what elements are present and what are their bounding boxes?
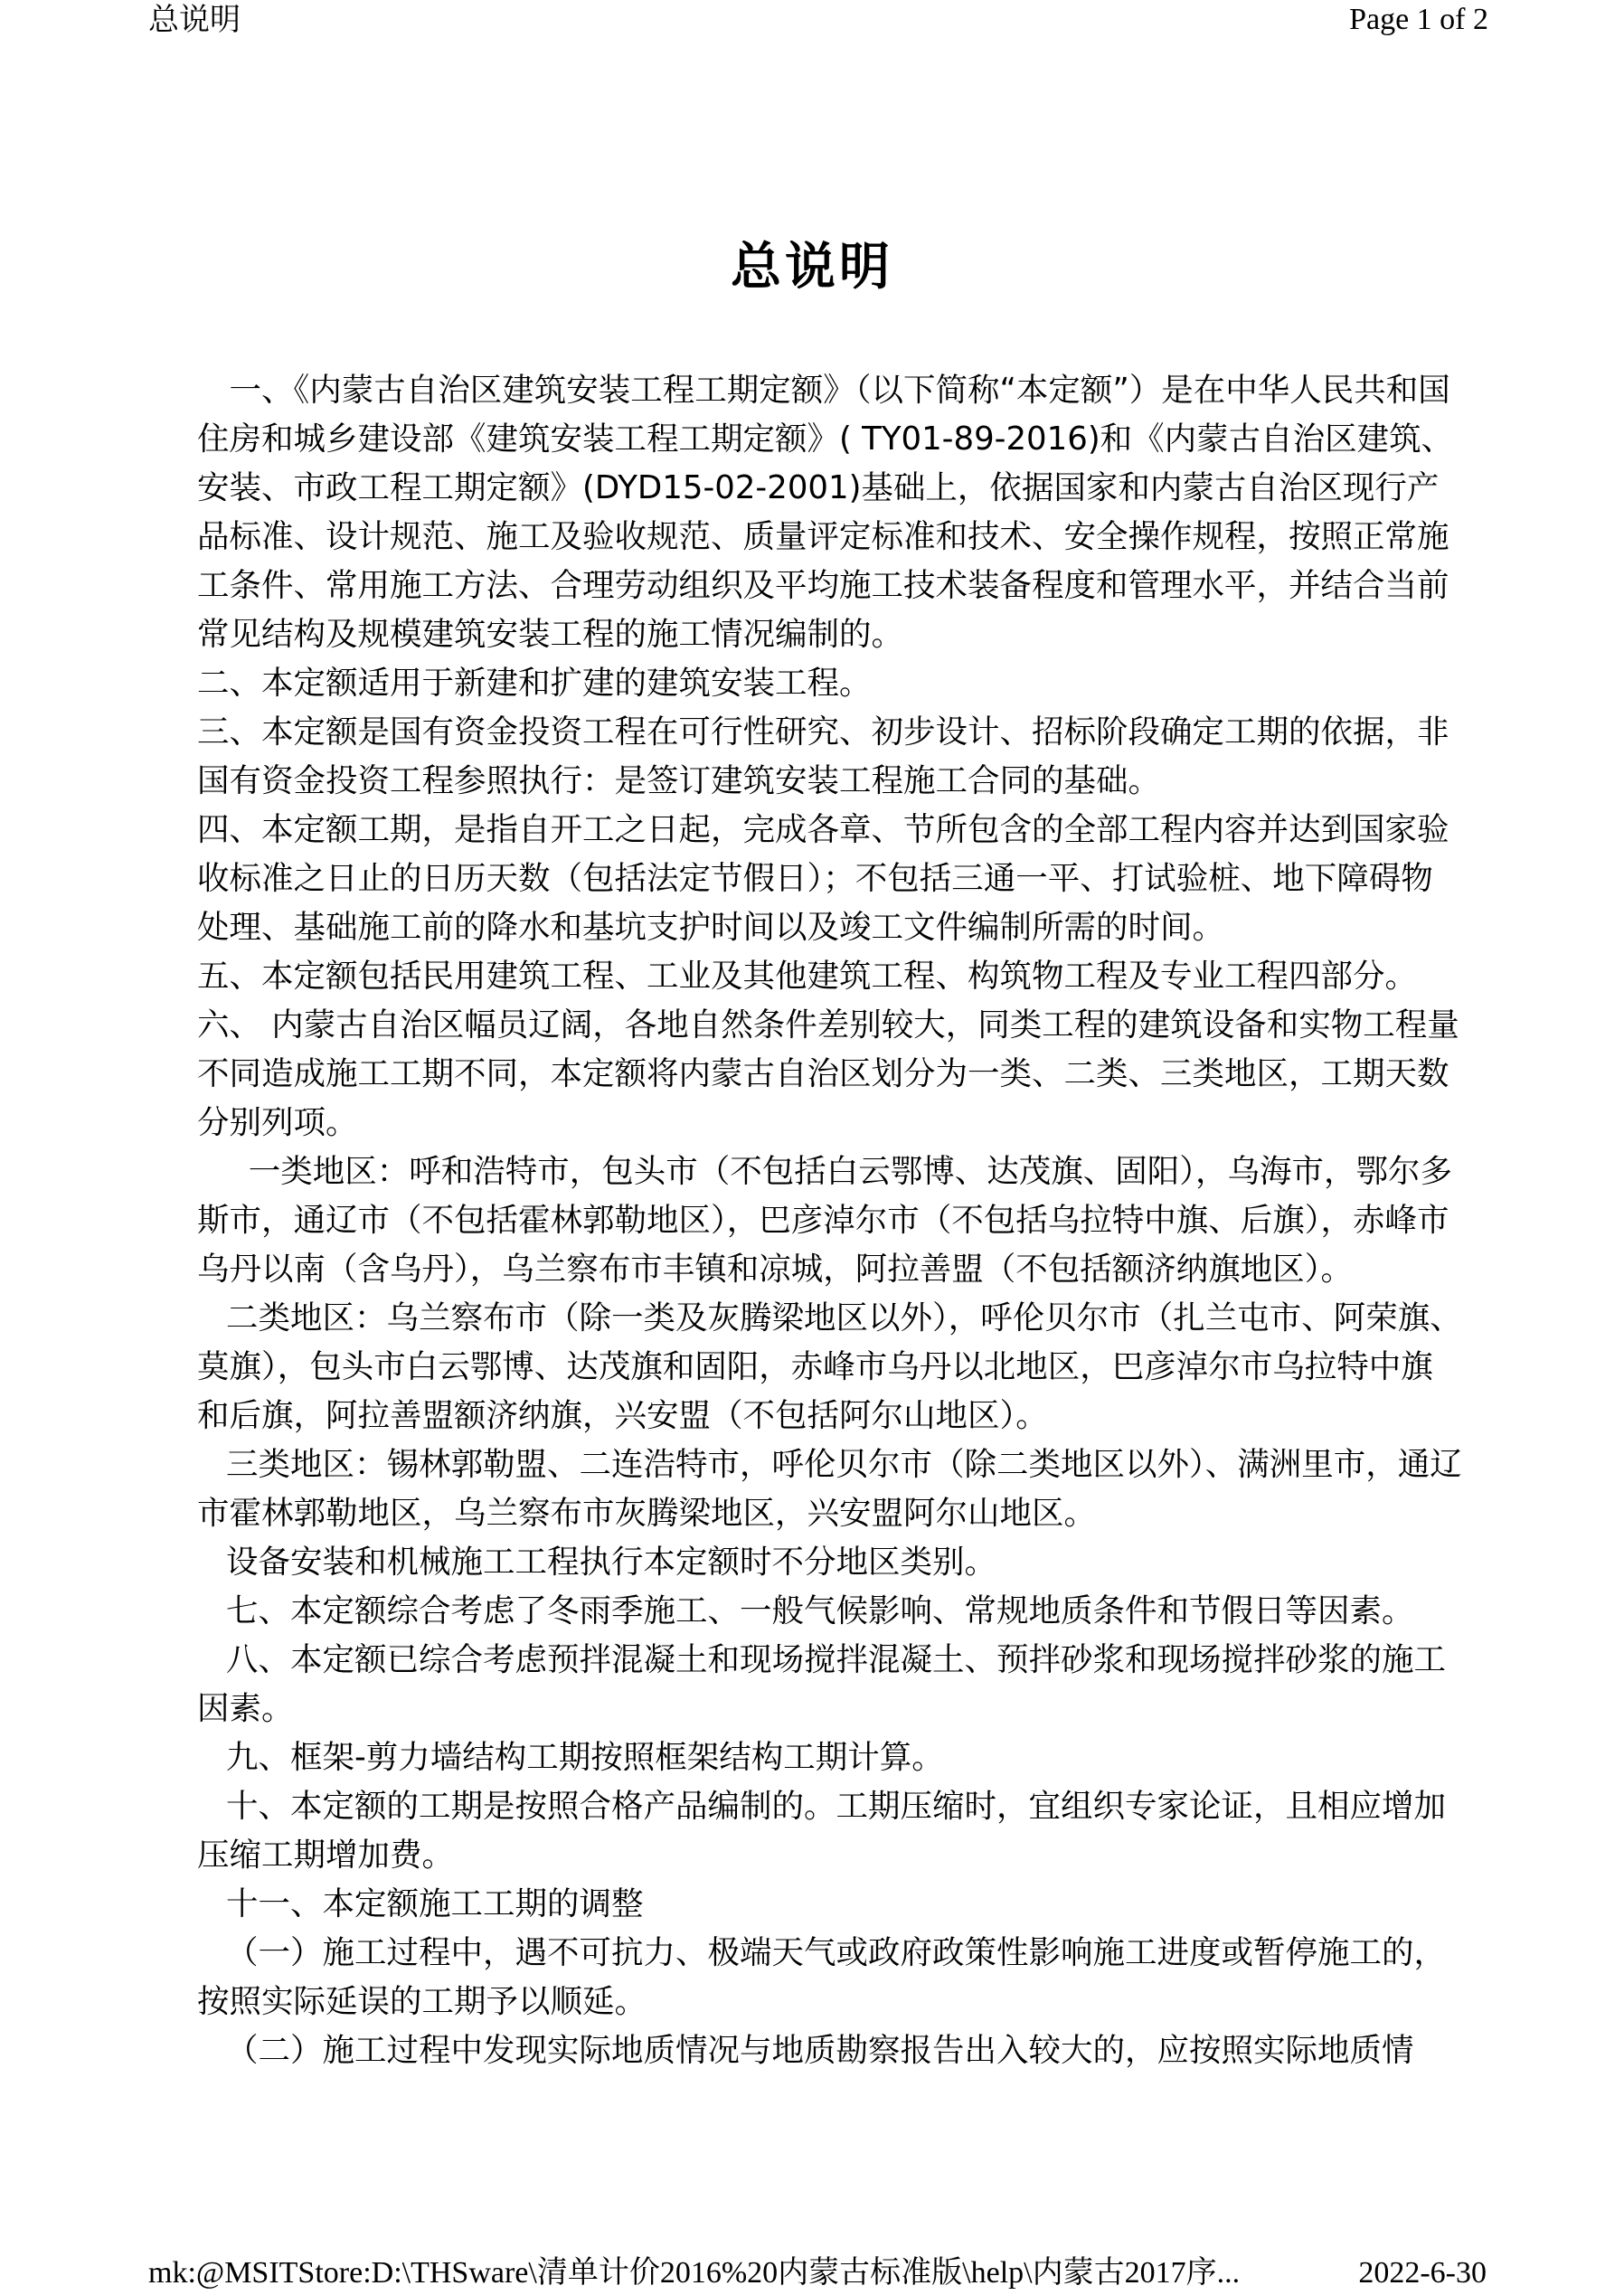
document-title: 总说明 [731, 238, 893, 297]
footer [148, 2253, 1487, 2293]
footer-path: mk:@MSITStore:D:\THSware\清单计价2016%20内蒙古标准版\help\内蒙古2017序... [148, 2256, 1241, 2290]
equipment-note: 设备安装和机械施工工程执行本定额时不分地区类别。 [225, 1544, 996, 1581]
paragraph-3: 三、本定额是国有资金投资工程在可行性研究、初步设计、招标阶段确定工期的依据，非国有资金投资工程参照执行：是签订建筑安装工程施工合同的基础。 [197, 713, 1449, 799]
document-body [197, 366, 1463, 2075]
paragraph-7: 七、本定额综合考虑了冬雨季施工、一般气候影响、常规地质条件和节假日等因素。 [225, 1592, 1414, 1629]
header-document-title: 总说明 [148, 2, 241, 38]
paragraph-4: 四、本定额工期，是指自开工之日起，完成各章、节所包含的全部工程内容并达到国家验收标准之日止的日历天数（包括法定节假日）；不包括三通一平、打试验桩、地下障碍物处理、基础施工前的降水和基坑支护时间以及竣工文件编制所需的时间。 [197, 811, 1449, 946]
paragraph-11-item-2: （二）施工过程中发现实际地质情况与地质勘察报告出入较大的，应按照实际地质情 [225, 2032, 1414, 2069]
region-class-1: 一类地区：呼和浩特市，包头市（不包括白云鄂博、达茂旗、固阳），乌海市，鄂尔多斯市，通辽市（不包括霍林郭勒地区），巴彦淖尔市（不包括乌拉特中旗、后旗），赤峰市乌丹以南（含乌丹），乌兰察布市丰镇和凉城，阿拉善盟（不包括额济纳旗地区）。 [197, 1153, 1453, 1288]
footer-date: 2022-6-30 [1358, 2256, 1487, 2290]
paragraph-1: 一、《内蒙古自治区建筑安装工程工期定额》（以下简称“本定额”）是在中华人民共和国住房和城乡建设部《建筑安装工程工期定额》( TY01-89-2016)和《内蒙古自治区建筑、安装、市政工程工期定额》(DYD15-02-2001)基础上，依据国家和内蒙古自治区现行产品标准、设计规范、施工及验收规范、质量评定标准和技术、安全操作规程，按照正常施工条件、常用施工方法、合理劳动组织及平均施工技术装备程度和管理水平，并结合当前常见结构及规模建筑安装工程的施工情况编制的。 [197, 372, 1454, 653]
paragraph-5: 五、本定额包括民用建筑工程、工业及其他建筑工程、构筑物工程及专业工程四部分。 [197, 958, 1418, 995]
region-class-3: 三类地区：锡林郭勒盟、二连浩特市，呼伦贝尔市（除二类地区以外）、满洲里市，通辽市霍林郭勒地区，乌兰察布市灰腾梁地区，兴安盟阿尔山地区。 [197, 1446, 1462, 1532]
paragraph-8: 八、本定额已综合考虑预拌混凝土和现场搅拌混凝土、预拌砂浆和现场搅拌砂浆的施工因素。 [197, 1641, 1446, 1727]
paragraph-11-heading: 十一、本定额施工工期的调整 [225, 1885, 644, 1922]
paragraph-6: 六、 内蒙古自治区幅员辽阔，各地自然条件差别较大，同类工程的建筑设备和实物工程量不同造成施工工期不同，本定额将内蒙古自治区划分为一类、二类、三类地区，工期天数分别列项。 [197, 1006, 1459, 1141]
paragraph-9: 九、框架-剪力墙结构工期按照框架结构工期计算。 [225, 1739, 944, 1776]
paragraph-10: 十、本定额的工期是按照合格产品编制的。工期压缩时，宜组织专家论证，且相应增加压缩工期增加费。 [197, 1788, 1446, 1874]
paragraph-2: 二、本定额适用于新建和扩建的建筑安装工程。 [197, 665, 872, 702]
paragraph-11-item-1: （一）施工过程中，遇不可抗力、极端天气或政府政策性影响施工进度或暂停施工的，按照实际延误的工期予以顺延。 [197, 1934, 1446, 2020]
page-indicator: Page 1 of 2 [1349, 3, 1488, 36]
region-class-2: 二类地区：乌兰察布市（除一类及灰腾梁地区以外），呼伦贝尔市（扎兰屯市、阿荣旗、莫旗），包头市白云鄂博、达茂旗和固阳，赤峰市乌丹以北地区，巴彦淖尔市乌拉特中旗和后旗，阿拉善盟额济纳旗，兴安盟（不包括阿尔山地区）。 [197, 1299, 1462, 1434]
